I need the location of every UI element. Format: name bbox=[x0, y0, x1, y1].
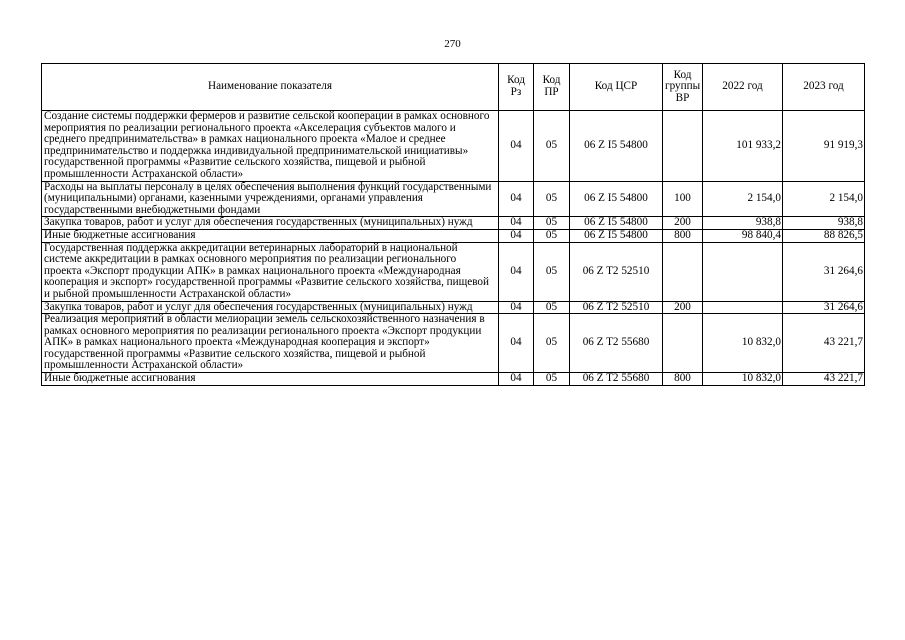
row-rz: 04 bbox=[499, 181, 534, 217]
row-csr: 06 Z T2 55680 bbox=[570, 314, 663, 373]
row-vr: 800 bbox=[663, 229, 703, 242]
header-rz: Код Рз bbox=[499, 64, 534, 111]
row-pr: 05 bbox=[534, 373, 570, 386]
row-2023: 88 826,5 bbox=[783, 229, 865, 242]
row-vr: 100 bbox=[663, 181, 703, 217]
row-name: Расходы на выплаты персоналу в целях обеспечения выполнения функций государственными (муниципальными) органами, казенными учреждениями, органами управления государственными внебюджетными фондами bbox=[42, 181, 499, 217]
row-2022: 10 832,0 bbox=[703, 314, 783, 373]
row-2022 bbox=[703, 242, 783, 301]
row-vr: 200 bbox=[663, 301, 703, 314]
row-vr bbox=[663, 242, 703, 301]
row-name: Закупка товаров, работ и услуг для обеспечения государственных (муниципальных) нужд bbox=[42, 217, 499, 230]
row-2022: 101 933,2 bbox=[703, 111, 783, 182]
row-vr: 800 bbox=[663, 373, 703, 386]
row-2022: 2 154,0 bbox=[703, 181, 783, 217]
row-name: Реализация мероприятий в области мелиорации земель сельскохозяйственного назначения в рамках основного мероприятия по реализации регионального проекта «Экспорт продукции АПК» в рамках национального проекта «Международная кооперация и экспорт» государственной программы «Развитие сельского хозяйства, пищевой и рыбной промышленности Астраханской области» bbox=[42, 314, 499, 373]
row-rz: 04 bbox=[499, 301, 534, 314]
row-2022: 10 832,0 bbox=[703, 373, 783, 386]
budget-table bbox=[41, 63, 865, 386]
row-name: Иные бюджетные ассигнования bbox=[42, 229, 499, 242]
row-csr: 06 Z T2 55680 bbox=[570, 373, 663, 386]
row-name: Создание системы поддержки фермеров и развитие сельской кооперации в рамках основного мероприятия по реализации регионального проекта «Акселерация субъектов малого и среднего предпринимательства» в рамках национального проекта «Малое и среднее предпринимательство и поддержка индивидуальной предпринимательской инициативы» государственной программы «Развитие сельского хозяйства, пищевой и рыбной промышленности Астраханской области» bbox=[42, 111, 499, 182]
table-row bbox=[42, 314, 865, 373]
row-rz: 04 bbox=[499, 314, 534, 373]
row-2023: 43 221,7 bbox=[783, 373, 865, 386]
table-row bbox=[42, 217, 865, 230]
table-row bbox=[42, 301, 865, 314]
row-2023: 31 264,6 bbox=[783, 301, 865, 314]
table-row bbox=[42, 181, 865, 217]
page-number: 270 bbox=[444, 38, 461, 50]
row-pr: 05 bbox=[534, 314, 570, 373]
row-vr: 200 bbox=[663, 217, 703, 230]
row-pr: 05 bbox=[534, 181, 570, 217]
row-rz: 04 bbox=[499, 242, 534, 301]
row-2022: 98 840,4 bbox=[703, 229, 783, 242]
table-row bbox=[42, 242, 865, 301]
table-header-row bbox=[42, 64, 865, 111]
row-csr: 06 Z I5 54800 bbox=[570, 217, 663, 230]
row-pr: 05 bbox=[534, 229, 570, 242]
header-2022: 2022 год bbox=[703, 64, 783, 111]
row-2023: 43 221,7 bbox=[783, 314, 865, 373]
row-csr: 06 Z T2 52510 bbox=[570, 301, 663, 314]
row-csr: 06 Z I5 54800 bbox=[570, 111, 663, 182]
row-rz: 04 bbox=[499, 373, 534, 386]
row-pr: 05 bbox=[534, 301, 570, 314]
table-row bbox=[42, 111, 865, 182]
row-rz: 04 bbox=[499, 111, 534, 182]
row-pr: 05 bbox=[534, 242, 570, 301]
table-row bbox=[42, 373, 865, 386]
row-2023: 31 264,6 bbox=[783, 242, 865, 301]
header-vr: Код группы ВР bbox=[663, 64, 703, 111]
row-2023: 91 919,3 bbox=[783, 111, 865, 182]
row-vr bbox=[663, 111, 703, 182]
header-pr: Код ПР bbox=[534, 64, 570, 111]
row-name: Закупка товаров, работ и услуг для обеспечения государственных (муниципальных) нужд bbox=[42, 301, 499, 314]
row-pr: 05 bbox=[534, 111, 570, 182]
row-rz: 04 bbox=[499, 229, 534, 242]
table-row bbox=[42, 229, 865, 242]
header-2023: 2023 год bbox=[783, 64, 865, 111]
row-csr: 06 Z I5 54800 bbox=[570, 181, 663, 217]
header-csr: Код ЦСР bbox=[570, 64, 663, 111]
row-2022: 938,8 bbox=[703, 217, 783, 230]
row-2023: 938,8 bbox=[783, 217, 865, 230]
row-pr: 05 bbox=[534, 217, 570, 230]
row-csr: 06 Z I5 54800 bbox=[570, 229, 663, 242]
row-rz: 04 bbox=[499, 217, 534, 230]
header-name: Наименование показателя bbox=[42, 64, 499, 111]
row-vr bbox=[663, 314, 703, 373]
row-name: Государственная поддержка аккредитации ветеринарных лабораторий в национальной системе аккредитации в рамках основного мероприятия по реализации регионального проекта «Экспорт продукции АПК» в рамках национального проекта «Международная кооперация и экспорт» государственной программы «Развитие сельского хозяйства, пищевой и рыбной промышленности Астраханской области» bbox=[42, 242, 499, 301]
row-2023: 2 154,0 bbox=[783, 181, 865, 217]
row-name: Иные бюджетные ассигнования bbox=[42, 373, 499, 386]
row-csr: 06 Z T2 52510 bbox=[570, 242, 663, 301]
row-2022 bbox=[703, 301, 783, 314]
